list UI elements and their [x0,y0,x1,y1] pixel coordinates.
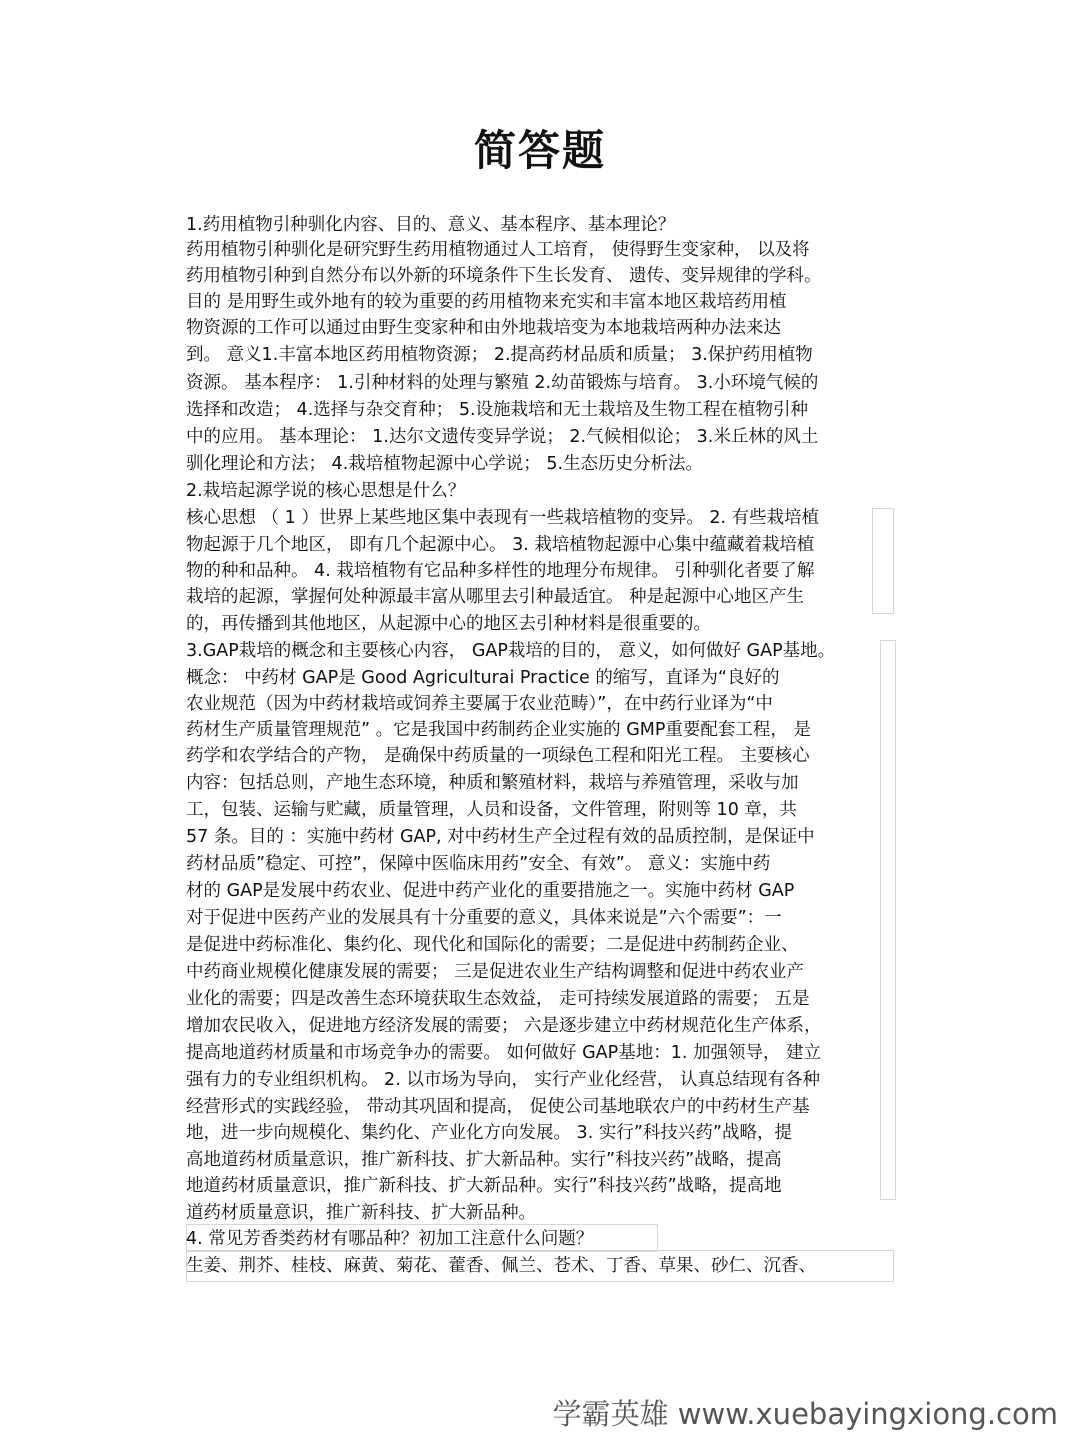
text-line: 药材品质”稳定、可控”，保障中医临床用药”安全、有效”。 意义：实施中药 [186,854,771,874]
text-line: 农业规范（因为中药材栽培或饲养主要属于农业范畴）”，在中药行业译为“中 [186,694,773,714]
question-heading: 3.GAP栽培的概念和主要核心内容， GAP栽培的目的， 意义，如何做好 GAP基地。 [186,641,836,661]
text-line: 物资源的工作可以通过由野生变家种和由外地栽培变为本地栽培两种办法来达 [186,318,781,338]
text-line: 中的应用。 基本理论： 1.达尔文遗传变异学说； 2.气候相似论； 3.米丘林的风土 [186,427,819,447]
text-line: 药用植物引种驯化是研究野生药用植物通过人工培育， 使得野生变家种， 以及将 [186,240,810,260]
text-line: 药材生产质量管理规范” 。它是我国中药制药企业实施的 GMP重要配套工程， 是 [186,720,811,740]
question-heading: 1.药用植物引种驯化内容、目的、意义、基本程序、基本理论？ [186,215,676,235]
text-line: 增加农民收入，促进地方经济发展的需要； 六是逐步建立中药材规范化生产体系， [186,1016,822,1036]
text-line: 道药材质量意识，推广新科技、扩大新品种。 [186,1203,536,1223]
text-line: 药用植物引种到自然分布以外新的环境条件下生长发育、 遗传、变异规律的学科。 [186,266,822,286]
text-line: 工，包装、运输与贮藏，质量管理，人员和设备，文件管理，附则等 10 章，共 [186,800,797,820]
page-title: 简答题 [473,126,606,175]
text-line: 中药商业规模化健康发展的需要； 三是促进农业生产结构调整和促进中药农业产 [186,962,805,982]
text-line: 经营形式的实践经验， 带动其巩固和提高， 促使公司基地联农户的中药材生产基 [186,1097,810,1117]
text-line: 物的种和品种。 4. 栽培植物有它品种多样性的地理分布规律。 引种驯化者要了解 [186,561,815,581]
text-line: 资源。 基本程序： 1.引种材料的处理与繁殖 2.幼苗锻炼与培育。 3.小环境气候的 [186,373,819,393]
text-line: 选择和改造； 4.选择与杂交育种； 5.设施栽培和无土栽培及生物工程在植物引种 [186,400,809,420]
text-line: 栽培的起源，掌握何处种源最丰富从哪里去引种最适宜。 种是起源中心地区产生 [186,587,805,607]
text-line: 内容：包括总则，产地生态环境，种质和繁殖材料，栽培与养殖管理，采收与加 [186,773,799,793]
text-line: 到。 意义1.丰富本地区药用植物资源； 2.提高药材品质和质量； 3.保护药用植物 [186,345,813,365]
text-line: 强有力的专业组织机构。 2. 以市场为导向， 实行产业化经营， 认真总结现有各种 [186,1070,820,1090]
text-line: 对于促进中医药产业的发展具有十分重要的意义，具体来说是”六个需要”：一 [186,908,782,928]
text-line: 生姜、荆芥、桂枝、麻黄、菊花、藿香、佩兰、苍术、丁香、草果、砂仁、沉香、 [186,1256,816,1276]
text-line: 的，再传播到其他地区，从起源中心的地区去引种材料是很重要的。 [186,614,711,634]
text-line: 药学和农学结合的产物， 是确保中药质量的一项绿色工程和阳光工程。 主要核心 [186,746,810,766]
text-line: 地，进一步向规模化、集约化、产业化方向发展。 3. 实行”科技兴药”战略，提 [186,1123,792,1143]
text-line: 目的 是用野生或外地有的较为重要的药用植物来充实和丰富本地区栽培药用植 [186,292,787,312]
text-line: 高地道药材质量意识，推广新科技、扩大新品种。实行”科技兴药”战略，提高 [186,1150,782,1170]
text-line: 概念： 中药材 GAP是 Good Agriculturai Practice 的缩写，直译为“良好的 [186,668,780,688]
question-heading: 4. 常见芳香类药材有哪品种？初加工注意什么问题？ [186,1229,594,1249]
text-line: 地道药材质量意识，推广新科技、扩大新品种。实行”科技兴药”战略，提高地 [186,1176,782,1196]
text-line: 物起源于几个地区， 即有几个起源中心。 3. 栽培植物起源中心集中蕴藏着栽培植 [186,535,815,555]
text-line: 提高地道药材质量和市场竞争办的需要。 如何做好 GAP基地：1. 加强领导， 建立 [186,1043,822,1063]
text-line: 业化的需要；四是改善生态环境获取生态效益， 走可持续发展道路的需要； 五是 [186,989,810,1009]
text-line: 驯化理论和方法； 4.栽培植物起源中心学说； 5.生态历史分析法。 [186,454,704,474]
site-watermark: 学霸英雄 www.xuebayingxiong.com [552,1397,1058,1431]
text-line: 是促进中药标准化、集约化、现代化和国际化的需要；二是促进中药制药企业、 [186,935,799,955]
text-line: 57 条。目的 ：实施中药材 GAP, 对中药材生产全过程有效的品质控制，是保证中 [186,827,815,847]
text-line: 核心思想 （ 1 ）世界上某些地区集中表现有一些栽培植物的变异。 2. 有些栽培植 [186,508,820,528]
question-heading: 2.栽培起源学说的核心思想是什么？ [186,481,466,501]
text-line: 材的 GAP是发展中药农业、促进中药产业化的重要措施之一。实施中药材 GAP [186,881,795,901]
